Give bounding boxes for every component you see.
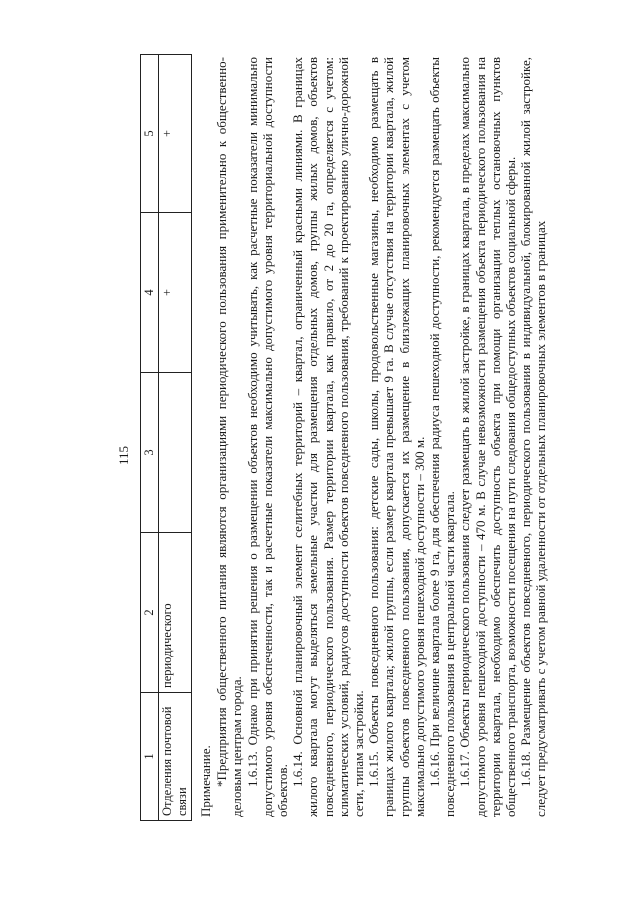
table-header-cell-2: 2: [141, 533, 159, 693]
paragraph-1-6-17: 1.6.17. Объекты периодического пользования следует размещать в жилой застройке, в границах квартала, в пределах максимально допустимого уровня пешеходной доступности – 470 м. В случае невозможности размещения объекта периодического пользования на территории квартала, необходимо обеспечить доступность объекта при помощи организации теплых остановочных пунктов общественного транспорта, возможности посещения на пути следования общедоступных объектов социальной сферы.: [457, 57, 519, 817]
table-header-cell-4: 4: [141, 213, 159, 373]
table-row: [159, 55, 192, 821]
paragraph-1-6-13: 1.6.13. Однако при принятии решения о размещении объектов необходимо учитывать, как расчетные показатели минимально допустимого уровня обеспеченности, так и расчетные показатели максимально допустимого уровня территориальной доступности объектов.: [244, 57, 291, 817]
table-cell-facility: Отделения почтовой связи: [159, 693, 192, 821]
page-number: 115: [116, 445, 131, 465]
table-header-cell-5: 5: [141, 55, 159, 213]
paragraph-1-6-15: 1.6.15. Объекты повседневного пользования: детские сады, школы, продовольственные магазины, необходимо размещать в границах жилого квартала; жилой группы, если размер квартала превышает 9 га. В случае отсутствия на территории квартала, жилой группы объектов повседневного пользования, допускается их размещение в близлежащих планировочных элементах с учетом максимально допустимого уровня пешеходной доступности – 300 м.: [366, 57, 427, 817]
table-header-cell-1: 1: [141, 693, 159, 821]
table-cell-col5: +: [159, 55, 192, 213]
services-table: [140, 54, 192, 821]
table-header-cell-3: 3: [141, 373, 159, 533]
table-cell-col3: [159, 373, 192, 533]
paragraph-1-6-14: 1.6.14. Основной планировочный элемент селитебных территорий – квартал, ограниченный красными линиями. В границах жилого квартала могут выделяться земельные участки для размещения отдельных домов, группы жилых домов, объектов повседневного, периодического пользования. Размер территории квартала, как правило, от 2 до 20 га, определяется с учетом: климатических условий, радиусов доступности объектов повседневного пользования, требований к проектированию улично-дорожной сети, типам застройки.: [290, 57, 367, 817]
paragraph-1-6-18: 1.6.18. Размещение объектов повседневного, периодического пользования в индивидуальной, блокированной жилой застройке, следует предусматривать с учетом равной удаленности от отдельных планировочных элементов в границах: [518, 57, 549, 817]
table-cell-usage-type: периодического: [159, 533, 192, 693]
paragraph-note: *Предприятия общественного питания являются организациями периодического пользования применительно к общественно-деловым центрам города.: [214, 57, 245, 817]
table-cell-col4: +: [159, 213, 192, 373]
paragraph-1-6-16: 1.6.16. При величине квартала более 9 га, для обеспечения радиуса пешеходной доступности, рекомендуется размещать объекты повседневного пользования в центральной части квартала.: [427, 57, 458, 817]
table-header-row: [141, 55, 159, 821]
body-text: [198, 57, 549, 817]
note-label: Примечание.: [198, 745, 213, 817]
